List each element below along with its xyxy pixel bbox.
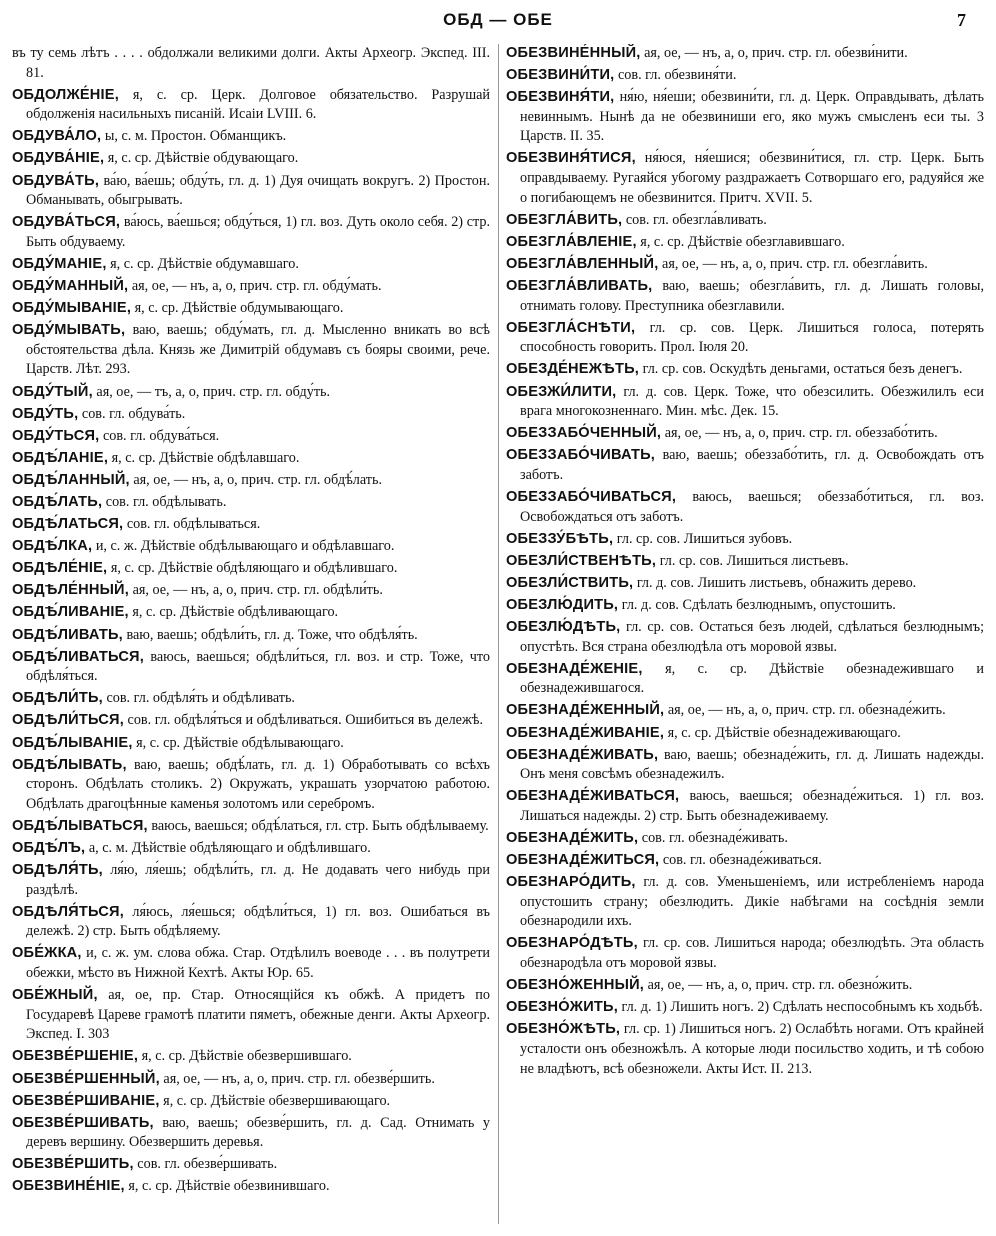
entry-definition: сов. гл. обдѣля́ть и обдѣливать. (106, 690, 295, 707)
entry-definition: гл. ср. сов. Оскудѣть деньгами, остаться безъ денегъ. (642, 361, 963, 378)
dictionary-entry (12, 581, 490, 601)
dictionary-entry (12, 626, 490, 646)
dictionary-entry (12, 817, 490, 837)
entry-headword: ОБДѢЛИ́ТЬ, (12, 690, 103, 707)
entry-headword: ОБДѢ́ЛИВАТЬ, (12, 626, 123, 643)
dictionary-entry (12, 277, 490, 297)
dictionary-entry (506, 660, 984, 699)
entry-definition: сов. гл. обезгла́вливать. (625, 211, 767, 228)
entry-definition: ваюсь, ваешься; обдѣ́латься, гл. стр. Быть обдѣлываему. (151, 817, 489, 834)
entry-headword: ОБЕЗВЕ́РШИВАТЬ, (12, 1114, 154, 1131)
dictionary-entry (12, 689, 490, 709)
entry-definition: ая, ое, пр. Стар. Относящійся къ обжѣ. А придетъ по Государевѣ Цареве грамотѣ платити пяметъ, обежные денги. Акты Археогр. Экспед. I. 303 (26, 987, 490, 1043)
entry-headword: ОБДУ́МАННЫЙ, (12, 278, 129, 295)
dictionary-entry (12, 127, 490, 147)
entry-headword: ОБЕЗЗУ́БѢТЬ, (506, 530, 614, 547)
entry-definition: гл. д. сов. Сдѣлать безлюднымъ, опустошить. (621, 596, 896, 613)
dictionary-entry (12, 861, 490, 900)
dictionary-entry (506, 618, 984, 657)
entry-headword: ОБДѢ́ЛАНІЕ, (12, 449, 109, 466)
entry-definition: а, с. м. Дѣйствіе обдѣляющаго и обдѣлившаго. (88, 839, 371, 856)
dictionary-entry (506, 873, 984, 932)
dictionary-entry (506, 149, 984, 208)
dictionary-entry (506, 319, 984, 358)
entry-definition: ня́юся, ня́ешися; обезвини́тися, гл. стр. Церк. Быть оправдываему. Ругаяйся убогому раздражаетъ Сотворшаго его, радуяйся же о погибающемъ не обезвинится. Притч. XVII. 5. (520, 150, 984, 206)
entry-definition: ваю, ваешь; обезгла́вить, гл. д. Лишать головы, отнимать голову. Преступника обезглавили. (520, 278, 984, 314)
right-column (506, 44, 984, 1230)
entry-headword: ОБДУ́МЫВАТЬ, (12, 322, 126, 339)
dictionary-entry (12, 1047, 490, 1067)
entry-headword: ОБЕЗНАДЕ́ЖЕННЫЙ, (506, 702, 665, 719)
entry-headword: ОБДУ́ТЬСЯ, (12, 427, 100, 444)
dictionary-entry (506, 530, 984, 550)
entry-headword: ОБЕЗЖИ́ЛИТИ, (506, 383, 617, 400)
entry-definition: я, с. ср. Дѣйствіе обезнадеживающаго. (667, 724, 901, 741)
entry-headword: ОБДѢ́ЛИВАНІЕ, (12, 604, 129, 621)
entry-headword: ОБДѢ́ЛЫВАТЬСЯ, (12, 817, 148, 834)
entry-definition: я, с. ср. Церк. Долговое обязательство. Разрушай обдолженія насильныхъ писаній. Исаіи LVIII. 6. (26, 86, 490, 123)
entry-definition: ваю, ваешь; обезве́ршить, гл. д. Сад. Отнимать у деревъ вершину. Обезвершить деревья. (26, 1114, 490, 1151)
entry-definition: сов. гл. обезнаде́живаться. (662, 852, 822, 869)
entry-headword: ОБДѢ́ЛАТЬСЯ, (12, 516, 124, 533)
entry-definition: я, с. ср. Дѣйствіе обдувающаго. (107, 150, 299, 167)
entry-headword: ОБЕЗГЛА́ВЛИВАТЬ, (506, 278, 653, 295)
entry-definition: гл. ср. сов. Остаться безъ людей, сдѣлаться безлюднымъ; опустѣть. Вся страна обезлюдѣла отъ моровой язвы. (520, 619, 984, 655)
dictionary-entry (12, 839, 490, 859)
entry-headword: ОБЕЗГЛА́ВИТЬ, (506, 211, 623, 228)
entry-headword: ОБДУВА́ТЬ, (12, 172, 100, 189)
entry-headword: ОБДУ́ТЫЙ, (12, 383, 93, 400)
dictionary-entry (12, 603, 490, 623)
dictionary-entry (506, 596, 984, 616)
entry-definition: ая, ое, — нъ, а, о, прич. стр. гл. обезгла́вить. (662, 255, 928, 272)
dictionary-entry (12, 1114, 490, 1153)
entry-headword: ОБДѢ́ЛАТЬ, (12, 493, 103, 510)
entry-headword: ОБЕЗНО́ЖИТЬ, (506, 999, 618, 1016)
dictionary-entry (12, 427, 490, 447)
entry-headword: ОБДУ́МЫВАНІЕ, (12, 300, 132, 317)
entry-definition: гл. д. сов. Лишить листьевъ, обнажить дерево. (636, 574, 917, 591)
entry-definition: я, с. ср. Дѣйствіе обдѣляющаго и обдѣлившаго. (110, 560, 398, 577)
entry-definition: гл. ср. сов. Церк. Лишиться голоса, потерять способность говорить. Прол. Іюля 20. (520, 319, 984, 356)
entry-headword: ОБДѢ́ЛИВАТЬСЯ, (12, 648, 144, 665)
entry-headword: ОБЕЗЛЮ́ДИТЬ, (506, 596, 619, 613)
entry-headword: ОБЕЗЛИ́СТВЕНѢТЬ, (506, 552, 657, 569)
entry-headword: ОБДѢЛИ́ТЬСЯ, (12, 712, 124, 729)
entry-headword: ОБЕЗЛЮ́ДѢТЬ, (506, 619, 621, 636)
column-divider (498, 44, 499, 1224)
entry-definition: ая, ое, — нъ, а, о, прич. стр. гл. обдѣ́лать. (133, 471, 383, 488)
entry-headword: ОБДУ́МАНІЕ, (12, 255, 107, 272)
dictionary-entry (506, 44, 984, 64)
entry-definition: сов. гл. обдѣлывать. (105, 493, 227, 510)
entry-headword: ОБДѢЛЯ́ТЬ, (12, 862, 103, 879)
entry-headword: ОБЕЗВЕ́РШЕНІЕ, (12, 1048, 139, 1065)
entry-definition: я, с. ср. Дѣйствіе обезвершившаго. (141, 1048, 352, 1065)
entry-headword: ОБЕЗНО́ЖЕННЫЙ, (506, 977, 645, 994)
entry-headword: ОБЕЗДЕ́НЕЖѢТЬ, (506, 361, 640, 378)
entry-headword: ОБЕЗНАДЕ́ЖИВАТЬ, (506, 746, 659, 763)
dictionary-entry (506, 66, 984, 86)
entry-definition: ы, с. м. Простон. Обманщикъ. (104, 128, 287, 145)
entry-headword: ОБДѢ́ЛКА, (12, 538, 93, 555)
dictionary-entry (12, 986, 490, 1045)
entry-definition: гл. д. сов. Уменьшеніемъ, или истребленіемъ народа опустошить страну; обезлюдить. Дикіе набѣгами на сосѣднія земли обезнародили ихъ. (520, 874, 984, 930)
dictionary-entry (506, 1020, 984, 1079)
dictionary-entry (12, 149, 490, 169)
entry-definition: я, с. ср. Дѣйствіе обдѣливающаго. (132, 604, 339, 621)
entry-headword: ОБЕЗНАРО́ДѢТЬ, (506, 935, 638, 952)
entry-definition: ва́юсь, ва́ешься; обду́ться, 1) гл. воз. Дуть около себя. 2) стр. Быть обдуваему. (26, 214, 490, 250)
entry-headword: ОБЕЗВЕ́РШИТЬ, (12, 1156, 134, 1173)
entry-headword: ОБЕЗНАДЕ́ЖИТЬ, (506, 829, 639, 846)
dictionary-entry (12, 515, 490, 535)
entry-definition: ая, ое, — тъ, а, о, прич. стр. гл. обду́ть. (96, 383, 331, 400)
entry-definition: гл. ср. сов. Лишиться листьевъ. (659, 552, 849, 569)
entry-definition: ваю, ваешь; обдѣли́ть, гл. д. Тоже, что обдѣля́ть. (126, 626, 418, 643)
dictionary-entry (506, 233, 984, 253)
dictionary-entry (12, 449, 490, 469)
entry-definition: и, с. ж. Дѣйствіе обдѣлывающаго и обдѣлавшаго. (95, 538, 395, 555)
entry-definition: я, с. ср. Дѣйствіе обдумавшаго. (110, 255, 299, 272)
dictionary-entry (506, 851, 984, 871)
entry-headword: ОБЕЗЗАБО́ЧИВАТЬСЯ, (506, 488, 677, 505)
entry-definition: я, с. ср. Дѣйствіе обдѣлывающаго. (136, 734, 344, 751)
dictionary-entry (506, 701, 984, 721)
dictionary-entry (506, 211, 984, 231)
entry-headword: ОБЕЗНАДЕ́ЖЕНІЕ, (506, 660, 643, 677)
entry-headword: ОБДѢ́ЛЪ, (12, 839, 86, 856)
left-column (12, 44, 490, 1230)
entry-definition: ваюсь, ваешься; обдѣли́ться, гл. воз. и стр. Тоже, что обдѣля́ться. (26, 648, 490, 685)
dictionary-entry (506, 724, 984, 744)
entry-definition: сов. гл. обдува́ться. (102, 427, 220, 444)
entry-headword: ОБДУВА́НІЕ, (12, 150, 105, 167)
dictionary-entry (506, 446, 984, 485)
entry-definition: я, с. ср. Дѣйствіе обезвинившаго. (128, 1178, 330, 1195)
dictionary-entry (506, 934, 984, 973)
dictionary-entry (12, 903, 490, 942)
dictionary-entry (506, 360, 984, 380)
dictionary-entry (506, 488, 984, 527)
entry-headword: ОБЕЗВЕ́РШЕННЫЙ, (12, 1070, 160, 1087)
entry-definition: ваюсь, ваешься; обеззабо́титься, гл. воз. Освобождаться отъ заботъ. (520, 488, 984, 525)
entry-headword: ОБДѢ́ЛЫВАНІЕ, (12, 734, 133, 751)
dictionary-entry (12, 493, 490, 513)
entry-definition: ваюсь, ваешься; обезнаде́житься. 1) гл. воз. Лишаться надежды. 2) стр. Быть обезнадеживаему. (520, 788, 984, 824)
dictionary-entry (12, 1092, 490, 1112)
entry-definition: ая, ое, — нъ, а, о, прич. стр. гл. обезви́нити. (644, 45, 908, 61)
entry-headword: ОБЕЗЗАБО́ЧИВАТЬ, (506, 447, 656, 464)
entry-definition: ая, ое, — нъ, а, о, прич. стр. гл. обезнаде́жить. (667, 702, 946, 719)
entry-definition: ваю, ваешь; обезнаде́жить, гл. д. Лишать надежды. Онъ меня совсѣмъ обезнадежилъ. (520, 746, 984, 783)
entry-definition: гл. ср. сов. Лишиться зубовъ. (616, 530, 793, 547)
entry-headword: ОБЕ́ЖКА, (12, 945, 82, 962)
dictionary-entry (12, 944, 490, 983)
entry-definition: ля́юсь, ля́ешься; обдѣли́ться, 1) гл. воз. Ошибаться въ дележѣ. 2) стр. Быть обдѣляему. (26, 903, 490, 940)
dictionary-entry (506, 787, 984, 826)
entry-headword: ОБЕЗВИНЕ́НІЕ, (12, 1178, 125, 1195)
entry-headword: ОБЕЗНАДЕ́ЖИТЬСЯ, (506, 852, 660, 869)
dictionary-entry (12, 1070, 490, 1090)
entry-headword: ОБДѢ́ЛЫВАТЬ, (12, 756, 127, 773)
entry-definition: сов. гл. обдѣля́ться и обдѣливаться. Ошибиться въ дележѣ. (127, 712, 484, 729)
dictionary-entry (12, 299, 490, 319)
entry-headword: ОБДУ́ТЬ, (12, 405, 79, 422)
entry-definition: ваю, ваешь; обду́мать, гл. д. Мысленно вникать во всѣ обстоятельства дѣла. Князь же Димитрій обдумавъ съ бояры своими, рече. Царств. Лѣт. 293. (26, 322, 490, 378)
dictionary-entry (506, 998, 984, 1018)
entry-headword: ОБДУВА́ТЬСЯ, (12, 214, 121, 231)
entry-definition: я, с. ср. Дѣйствіе обдѣлавшаго. (111, 449, 300, 466)
dictionary-entry (12, 172, 490, 211)
entry-definition: ая, ое, — нъ, а, о, прич. стр. гл. обдѣли́ть. (132, 582, 383, 599)
entry-definition: ваю, ваешь; обеззабо́тить, гл. д. Освобождать отъ заботъ. (520, 447, 984, 483)
dictionary-entry (12, 1177, 490, 1197)
entry-headword: ОБЕЗВИНЯ́ТИ, (506, 89, 615, 106)
entry-definition: гл. д. сов. Церк. Тоже, что обезсилить. Обезжилилъ еси врага многокозненнаго. Мин. мѣс. Дек. 15. (520, 383, 984, 420)
dictionary-entry (12, 255, 490, 275)
dictionary-entry (506, 424, 984, 444)
entry-definition: ая, ое, — нъ, а, о, прич. стр. гл. обеззабо́тить. (664, 425, 938, 442)
dictionary-entry (12, 1155, 490, 1175)
dictionary-entry (12, 559, 490, 579)
dictionary-entry (506, 829, 984, 849)
entry-definition: я, с. ср. Дѣйствіе обезнадежившаго и обезнадежившагося. (520, 660, 984, 697)
entry-headword: ОБЕЗВИНИ́ТИ, (506, 67, 615, 84)
entry-headword: ОБЕЗВЕ́РШИВАНІЕ, (12, 1092, 160, 1109)
dictionary-entry (12, 44, 490, 83)
entry-headword: ОБДОЛЖЕ́НІЕ, (12, 86, 119, 103)
dictionary-entry (506, 574, 984, 594)
running-head: ОБД — ОБЕ (443, 10, 553, 29)
dictionary-entry (506, 88, 984, 147)
entry-headword: ОБЕЗНАДЕ́ЖИВАТЬСЯ, (506, 788, 680, 805)
entry-definition: сов. гл. обдува́ть. (81, 405, 186, 422)
entry-definition: я, с. ср. Дѣйствіе обезглавившаго. (640, 233, 845, 250)
entry-definition: ля́ю, ля́ешь; обдѣли́ть, гл. д. Не додавать чего нибудь при раздѣлѣ. (26, 862, 490, 898)
dictionary-entry (506, 746, 984, 785)
entry-definition: въ ту семь лѣтъ . . . . обдолжали великими долги. Акты Археогр. Экспед. III. 81. (12, 45, 490, 81)
dictionary-entry (506, 255, 984, 275)
entry-headword: ОБЕЗЗАБО́ЧЕННЫЙ, (506, 425, 662, 442)
dictionary-entry (12, 734, 490, 754)
entry-definition: ва́ю, ва́ешь; обду́ть, гл. д. 1) Дуя очищать вокругъ. 2) Простон. Обманывать, обыгрывать. (26, 172, 490, 209)
page-number: 7 (957, 10, 966, 30)
entry-headword: ОБЕЗНО́ЖѢТЬ, (506, 1021, 621, 1038)
entry-headword: ОБЕЗГЛА́СНѢТИ, (506, 319, 636, 336)
entry-headword: ОБЕ́ЖНЫЙ, (12, 987, 98, 1004)
entry-definition: гл. ср. 1) Лишиться ногъ. 2) Ослабѣть ногами. Отъ крайней усталости онъ обезножѣлъ. А которые люди посильство ходить, и тѣ собою не владѣютъ, всѣ обезножели. Акты Ист. II. 213. (520, 1021, 984, 1077)
entry-definition: ая, ое, — нъ, а, о, прич. стр. гл. обезве́ршить. (163, 1070, 435, 1087)
entry-definition: сов. гл. обдѣлываться. (126, 516, 261, 533)
dictionary-entry (506, 277, 984, 316)
entry-definition: ваю, ваешь; обдѣ́лать, гл. д. 1) Обработывать со всѣхъ сторонъ. Обдѣлать столикъ. 2) Окружать, украшать узорчатою работою. Обдѣлать драгоцѣнные каменья золотомъ или серебромъ. (26, 756, 490, 812)
dictionary-entry (12, 383, 490, 403)
entry-headword: ОБДѢЛЕ́ННЫЙ, (12, 582, 130, 599)
dictionary-entry (506, 976, 984, 996)
dictionary-entry (506, 552, 984, 572)
entry-definition: гл. д. 1) Лишить ногъ. 2) Сдѣлать неспособнымъ къ ходьбѣ. (621, 999, 983, 1016)
entry-headword: ОБЕЗНАДЕ́ЖИВАНІЕ, (506, 724, 665, 741)
entry-definition: сов. гл. обезвиня́ти. (617, 67, 737, 84)
entry-headword: ОБДѢЛЕ́НІЕ, (12, 560, 108, 577)
entry-definition: и, с. ж. ум. слова обжа. Стар. Отдѣлилъ воеводе . . . въ полутрети обежки, мѣсто въ Нижной Кехтѣ. Акты Юр. 65. (26, 945, 490, 982)
entry-headword: ОБЕЗГЛА́ВЛЕНІЕ, (506, 233, 637, 250)
entry-definition: сов. гл. обезнаде́живать. (641, 829, 788, 846)
dictionary-entry (12, 537, 490, 557)
dictionary-entry (12, 471, 490, 491)
dictionary-entry (12, 405, 490, 425)
entry-headword: ОБДѢЛЯ́ТЬСЯ, (12, 903, 124, 920)
entry-headword: ОБДУВА́ЛО, (12, 128, 102, 145)
dictionary-entry (12, 86, 490, 125)
dictionary-entry (12, 321, 490, 380)
entry-headword: ОБЕЗЛИ́СТВИТЬ, (506, 574, 634, 591)
dictionary-entry (12, 648, 490, 687)
entry-headword: ОБЕЗГЛА́ВЛЕННЫЙ, (506, 255, 659, 272)
entry-definition: гл. ср. сов. Лишиться народа; обезлюдѣть. Эта область обезнародѣла отъ моровой язвы. (520, 935, 984, 972)
entry-definition: я, с. ср. Дѣйствіе обдумывающаго. (134, 300, 344, 317)
entry-definition: ая, ое, — нъ, а, о, прич. стр. гл. обезно́жить. (647, 977, 913, 994)
dictionary-entry (12, 711, 490, 731)
entry-headword: ОБЕЗВИНЕ́ННЫЙ, (506, 45, 641, 61)
entry-headword: ОБЕЗНАРО́ДИТЬ, (506, 874, 636, 891)
dictionary-entry (12, 213, 490, 252)
dictionary-entry (506, 383, 984, 422)
entry-definition: я, с. ср. Дѣйствіе обезвершивающаго. (163, 1092, 391, 1109)
dictionary-entry (12, 756, 490, 815)
entry-definition: ня́ю, ня́еши; обезвини́ти, гл. д. Церк. Оправдывать, дѣлать невиннымъ. Нынѣ да не обезвиниши его, яко мужъ смысленъ еси ты. 3 Царств. II. 35. (520, 89, 984, 145)
page-header (0, 8, 996, 34)
entry-headword: ОБДѢ́ЛАННЫЙ, (12, 471, 130, 488)
entry-definition: ая, ое, — нъ, а, о, прич. стр. гл. обду́мать. (131, 278, 382, 295)
entry-definition: сов. гл. обезве́ршивать. (137, 1156, 278, 1173)
entry-headword: ОБЕЗВИНЯ́ТИСЯ, (506, 150, 636, 167)
